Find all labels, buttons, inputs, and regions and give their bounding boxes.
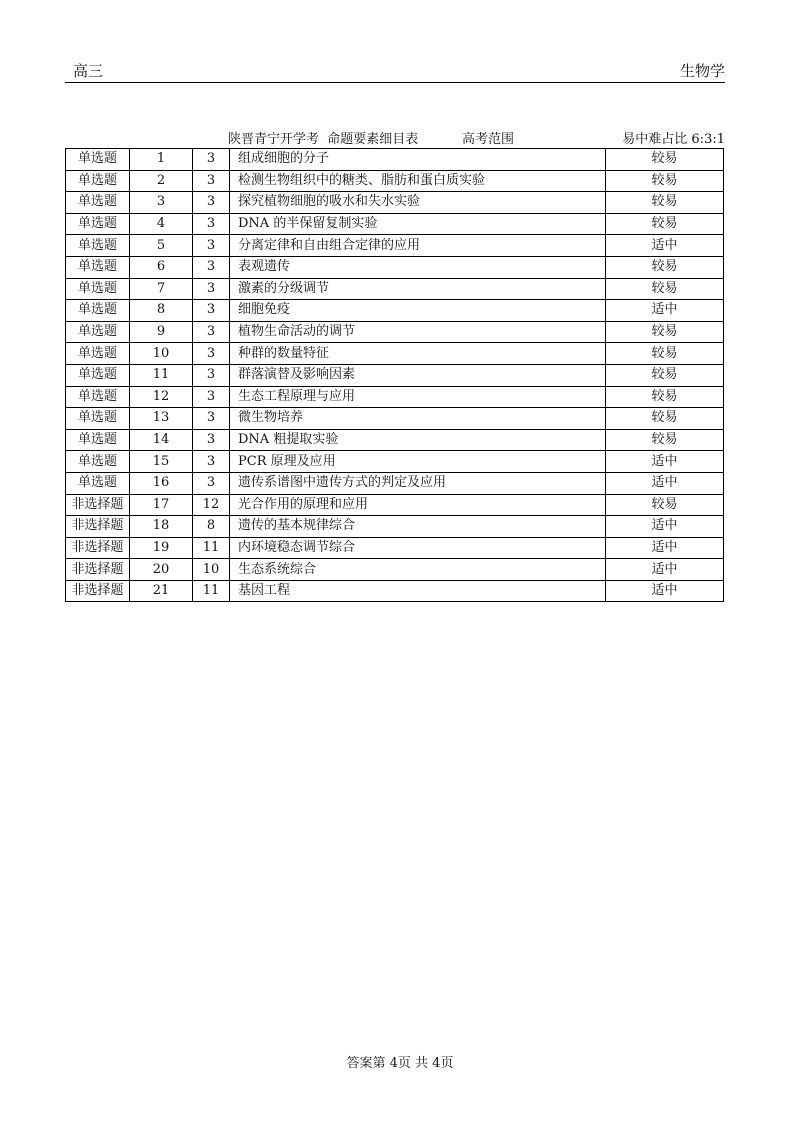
score-cell: 11 <box>193 580 230 602</box>
caption-range: 高考范围 <box>462 132 515 147</box>
table-row <box>66 537 724 559</box>
content-cell: 遗传系谱图中遗传方式的判定及应用 <box>230 472 606 494</box>
content-cell: 探究植物细胞的吸水和失水实验 <box>230 192 606 214</box>
score-cell: 11 <box>193 537 230 559</box>
question-type-cell: 非选择题 <box>66 580 130 602</box>
content-cell: 分离定律和自由组合定律的应用 <box>230 235 606 257</box>
content-cell: 种群的数量特征 <box>230 343 606 365</box>
difficulty-cell: 较易 <box>606 278 724 300</box>
question-type-cell: 单选题 <box>66 170 130 192</box>
content-cell: 生态系统综合 <box>230 559 606 581</box>
question-type-cell: 单选题 <box>66 321 130 343</box>
difficulty-cell: 适中 <box>606 235 724 257</box>
score-cell: 3 <box>193 472 230 494</box>
content-cell: 群落演替及影响因素 <box>230 364 606 386</box>
caption-ratio: 易中难占比 6:3:1 <box>622 132 725 147</box>
difficulty-cell: 较易 <box>606 170 724 192</box>
table-row <box>66 192 724 214</box>
question-type-cell: 单选题 <box>66 235 130 257</box>
question-type-cell: 单选题 <box>66 451 130 473</box>
score-cell: 3 <box>193 235 230 257</box>
score-cell: 3 <box>193 408 230 430</box>
difficulty-cell: 适中 <box>606 537 724 559</box>
table-row <box>66 494 724 516</box>
difficulty-cell: 适中 <box>606 472 724 494</box>
question-type-cell: 非选择题 <box>66 516 130 538</box>
question-type-cell: 单选题 <box>66 213 130 235</box>
question-number-cell: 3 <box>130 192 193 214</box>
question-type-cell: 单选题 <box>66 472 130 494</box>
question-type-cell: 非选择题 <box>66 494 130 516</box>
question-number-cell: 12 <box>130 386 193 408</box>
question-type-cell: 单选题 <box>66 278 130 300</box>
question-type-cell: 单选题 <box>66 149 130 171</box>
table-row <box>66 343 724 365</box>
table-row <box>66 386 724 408</box>
difficulty-cell: 适中 <box>606 559 724 581</box>
question-number-cell: 9 <box>130 321 193 343</box>
question-number-cell: 18 <box>130 516 193 538</box>
question-type-cell: 单选题 <box>66 408 130 430</box>
content-cell: 细胞免疫 <box>230 300 606 322</box>
table-row <box>66 170 724 192</box>
question-number-cell: 2 <box>130 170 193 192</box>
difficulty-cell: 适中 <box>606 451 724 473</box>
content-cell: 基因工程 <box>230 580 606 602</box>
difficulty-cell: 适中 <box>606 300 724 322</box>
score-cell: 3 <box>193 451 230 473</box>
table-row <box>66 213 724 235</box>
question-number-cell: 17 <box>130 494 193 516</box>
question-number-cell: 13 <box>130 408 193 430</box>
question-type-cell: 单选题 <box>66 364 130 386</box>
score-cell: 12 <box>193 494 230 516</box>
score-cell: 10 <box>193 559 230 581</box>
question-number-cell: 6 <box>130 256 193 278</box>
difficulty-cell: 较易 <box>606 192 724 214</box>
score-cell: 3 <box>193 149 230 171</box>
score-cell: 3 <box>193 192 230 214</box>
score-cell: 3 <box>193 321 230 343</box>
table-row <box>66 278 724 300</box>
score-cell: 3 <box>193 213 230 235</box>
question-number-cell: 10 <box>130 343 193 365</box>
table-row <box>66 451 724 473</box>
score-cell: 3 <box>193 386 230 408</box>
content-cell: 内环境稳态调节综合 <box>230 537 606 559</box>
question-number-cell: 16 <box>130 472 193 494</box>
page-footer: 答案第 4页 共 4页 <box>346 1056 454 1071</box>
question-number-cell: 11 <box>130 364 193 386</box>
difficulty-cell: 适中 <box>606 516 724 538</box>
table-row <box>66 149 724 171</box>
table-caption <box>65 128 725 146</box>
difficulty-cell: 适中 <box>606 580 724 602</box>
header-subject: 生物学 <box>679 62 725 80</box>
table-row <box>66 364 724 386</box>
content-cell: DNA 粗提取实验 <box>230 429 606 451</box>
content-cell: PCR 原理及应用 <box>230 451 606 473</box>
difficulty-cell: 较易 <box>606 256 724 278</box>
question-type-cell: 单选题 <box>66 300 130 322</box>
spec-table <box>65 148 724 602</box>
table-row <box>66 516 724 538</box>
table-row <box>66 429 724 451</box>
table-row <box>66 559 724 581</box>
header-grade: 高三 <box>73 62 104 80</box>
table-row <box>66 300 724 322</box>
question-type-cell: 单选题 <box>66 256 130 278</box>
difficulty-cell: 较易 <box>606 408 724 430</box>
difficulty-cell: 较易 <box>606 343 724 365</box>
page-header <box>65 58 725 83</box>
difficulty-cell: 较易 <box>606 429 724 451</box>
table-row <box>66 580 724 602</box>
table-row <box>66 408 724 430</box>
score-cell: 8 <box>193 516 230 538</box>
question-number-cell: 19 <box>130 537 193 559</box>
difficulty-cell: 较易 <box>606 386 724 408</box>
difficulty-cell: 较易 <box>606 321 724 343</box>
score-cell: 3 <box>193 343 230 365</box>
question-type-cell: 单选题 <box>66 429 130 451</box>
content-cell: 检测生物组织中的糖类、脂肪和蛋白质实验 <box>230 170 606 192</box>
content-cell: 激素的分级调节 <box>230 278 606 300</box>
question-number-cell: 8 <box>130 300 193 322</box>
content-cell: 生态工程原理与应用 <box>230 386 606 408</box>
content-cell: 遗传的基本规律综合 <box>230 516 606 538</box>
question-type-cell: 单选题 <box>66 192 130 214</box>
difficulty-cell: 较易 <box>606 149 724 171</box>
table-row <box>66 256 724 278</box>
spec-table-body <box>66 149 724 602</box>
question-type-cell: 非选择题 <box>66 559 130 581</box>
question-type-cell: 非选择题 <box>66 537 130 559</box>
score-cell: 3 <box>193 256 230 278</box>
caption-title: 陕晋青宁开学考 命题要素细目表 <box>228 132 419 147</box>
question-number-cell: 20 <box>130 559 193 581</box>
table-row <box>66 321 724 343</box>
content-cell: 微生物培养 <box>230 408 606 430</box>
difficulty-cell: 较易 <box>606 494 724 516</box>
score-cell: 3 <box>193 300 230 322</box>
content-cell: 组成细胞的分子 <box>230 149 606 171</box>
score-cell: 3 <box>193 278 230 300</box>
content-cell: 光合作用的原理和应用 <box>230 494 606 516</box>
table-row <box>66 235 724 257</box>
question-number-cell: 7 <box>130 278 193 300</box>
difficulty-cell: 较易 <box>606 213 724 235</box>
content-cell: 植物生命活动的调节 <box>230 321 606 343</box>
table-row <box>66 472 724 494</box>
question-number-cell: 21 <box>130 580 193 602</box>
score-cell: 3 <box>193 429 230 451</box>
difficulty-cell: 较易 <box>606 364 724 386</box>
question-type-cell: 单选题 <box>66 343 130 365</box>
content-cell: DNA 的半保留复制实验 <box>230 213 606 235</box>
score-cell: 3 <box>193 170 230 192</box>
question-number-cell: 14 <box>130 429 193 451</box>
question-number-cell: 4 <box>130 213 193 235</box>
question-number-cell: 1 <box>130 149 193 171</box>
score-cell: 3 <box>193 364 230 386</box>
question-number-cell: 5 <box>130 235 193 257</box>
content-cell: 表观遗传 <box>230 256 606 278</box>
question-number-cell: 15 <box>130 451 193 473</box>
question-type-cell: 单选题 <box>66 386 130 408</box>
